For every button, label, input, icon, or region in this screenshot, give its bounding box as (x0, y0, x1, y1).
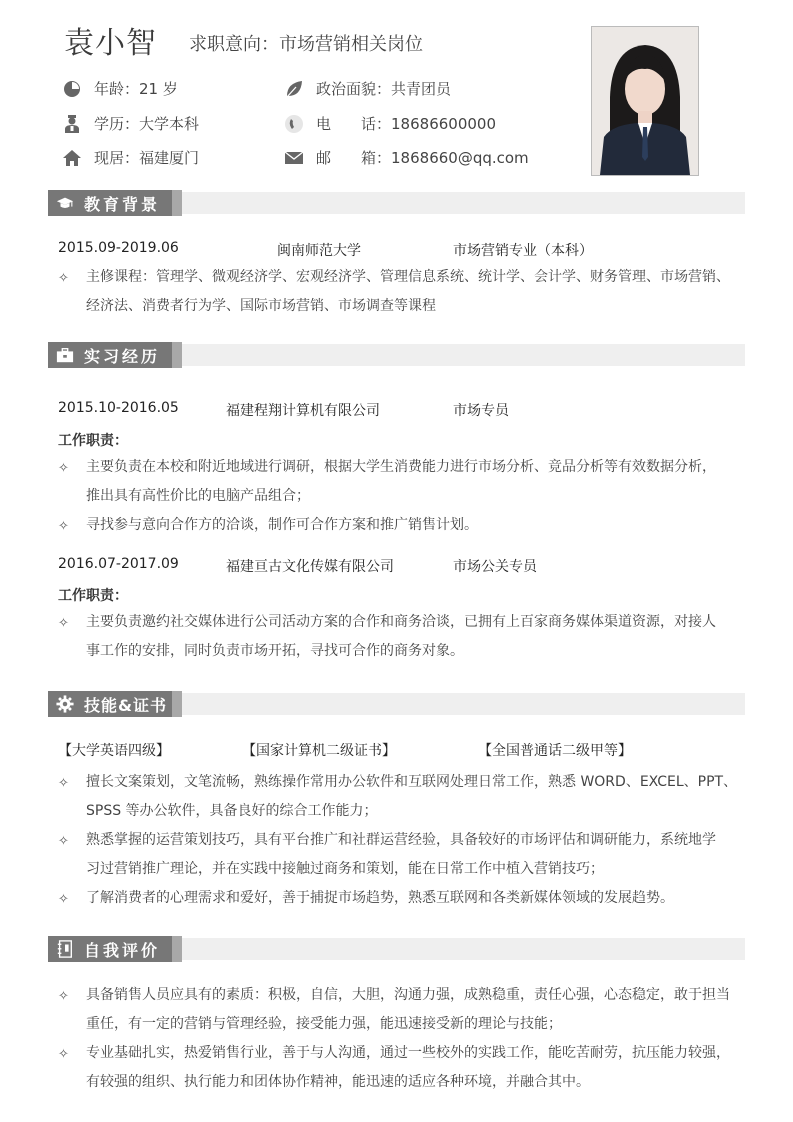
clock-icon (62, 79, 82, 99)
duty-label: 工作职责： (58, 433, 128, 449)
email-label: 邮 箱： (316, 149, 392, 167)
email-address: 1868660@qq.com (391, 148, 529, 167)
bullet-icon: ✧ (58, 461, 69, 476)
duty-label: 工作职责： (58, 588, 128, 604)
bullet-icon: ✧ (58, 271, 69, 286)
bullet-icon: ✧ (58, 989, 69, 1004)
skill-item: 熟悉掌握的运营策划技巧，具有平台推广和社群运营经验，具备较好的市场评估和调研能力，系统地学 习过营销推广理论，并在实践中接触过商务和策划，能在日常工作中植入营销技巧； (86, 832, 716, 877)
internship-position: 市场公关专员 (453, 559, 537, 575)
bullet-icon: ✧ (58, 892, 69, 907)
cert-item: 【全国普通话二级甲等】 (478, 743, 632, 759)
internship-position: 市场专员 (453, 403, 509, 419)
section-skills-header (48, 693, 745, 715)
internship-company: 福建亘古文化传媒有限公司 (226, 559, 394, 575)
bullet-icon: ✧ (58, 1047, 69, 1062)
briefcase-icon (56, 346, 74, 364)
self-eval-item: 具备销售人员应具有的素质：积极，自信，大胆，沟通力强，成熟稳重，责任心强，心态稳定，敢于担当 重任，有一定的营销与管理经验，接受能力强，能迅速接受新的理论与技能； (86, 987, 730, 1032)
cert-item: 【国家计算机二级证书】 (242, 743, 396, 759)
bullet-icon: ✧ (58, 519, 69, 534)
internship-company: 福建程翔计算机有限公司 (226, 403, 380, 419)
job-intent: 求职意向：市场营销相关岗位 (189, 34, 423, 55)
phone-icon (284, 114, 304, 134)
skill-item: 了解消费者的心理需求和爱好，善于捕捉市场趋势，熟悉互联网和各类新媒体领域的发展趋势。 (86, 890, 674, 906)
duty-item: 寻找参与意向合作方的洽谈，制作可合作方案和推广销售计划。 (86, 517, 478, 533)
phone-row (284, 113, 496, 134)
home-icon (62, 148, 82, 168)
envelope-icon (284, 148, 304, 168)
phone-label: 电 话： (316, 115, 392, 133)
internship-period: 2016.07-2017.09 (58, 556, 179, 572)
internship-period: 2015.10-2016.05 (58, 400, 179, 416)
notebook-icon (56, 940, 74, 958)
residence-text: 现居：福建厦门 (94, 149, 200, 167)
bullet-icon: ✧ (58, 776, 69, 791)
graduate-person-icon (62, 114, 82, 134)
education-text: 学历：大学本科 (94, 115, 200, 133)
bullet-icon: ✧ (58, 834, 69, 849)
leaf-icon (284, 79, 304, 99)
duty-item: 主要负责邀约社交媒体进行公司活动方案的合作和商务洽谈，已拥有上百家商务媒体渠道资源，对接人 事工作的安排，同时负责市场开拓，寻找可合作的商务对象。 (86, 614, 716, 659)
political-text: 政治面貌：共青团员 (316, 80, 452, 98)
education-major: 市场营销专业（本科） (453, 243, 593, 259)
graduation-cap-icon (56, 194, 74, 212)
education-row (62, 113, 199, 134)
self-eval-item: 专业基础扎实，热爱销售行业，善于与人沟通，通过一些校外的实践工作，能吃苦耐劳，抗压能力较强， 有较强的组织、执行能力和团体协作精神，能迅速的适应各种环境，并融合其中。 (86, 1045, 730, 1090)
age-text: 年龄：21 岁 (94, 80, 178, 98)
phone-number: 18686600000 (391, 114, 496, 133)
section-education-header (48, 192, 745, 214)
gear-icon (56, 695, 74, 713)
education-period: 2015.09-2019.06 (58, 240, 179, 256)
education-school: 闽南师范大学 (277, 243, 361, 259)
section-title: 实习经历 (84, 346, 161, 366)
skill-item: 擅长文案策划，文笔流畅，熟练操作常用办公软件和互联网处理日常工作，熟悉 WORD、EXCEL、PPT、 SPSS 等办公软件，具备良好的综合工作能力； (86, 774, 738, 819)
profile-photo (591, 26, 699, 176)
residence-row (62, 147, 199, 168)
political-row (284, 78, 451, 99)
email-row (284, 147, 529, 168)
candidate-name: 袁小智 (64, 26, 157, 61)
section-title: 自我评价 (84, 940, 161, 960)
duty-item: 主要负责在本校和附近地域进行调研，根据大学生消费能力进行市场分析、竞品分析等有效数据分析， 推出具有高性价比的电脑产品组合； (86, 459, 716, 504)
education-courses: 主修课程：管理学、微观经济学、宏观经济学、管理信息系统、统计学、会计学、财务管理、市场营销、 经济法、消费者行为学、国际市场营销、市场调查等课程 (86, 269, 730, 314)
section-title: 技能&证书 (84, 695, 167, 715)
section-title: 教育背景 (84, 194, 161, 214)
section-internship-header (48, 344, 745, 366)
age-row (62, 78, 178, 99)
cert-item: 【大学英语四级】 (58, 743, 170, 759)
section-self-eval-header (48, 938, 745, 960)
bullet-icon: ✧ (58, 616, 69, 631)
